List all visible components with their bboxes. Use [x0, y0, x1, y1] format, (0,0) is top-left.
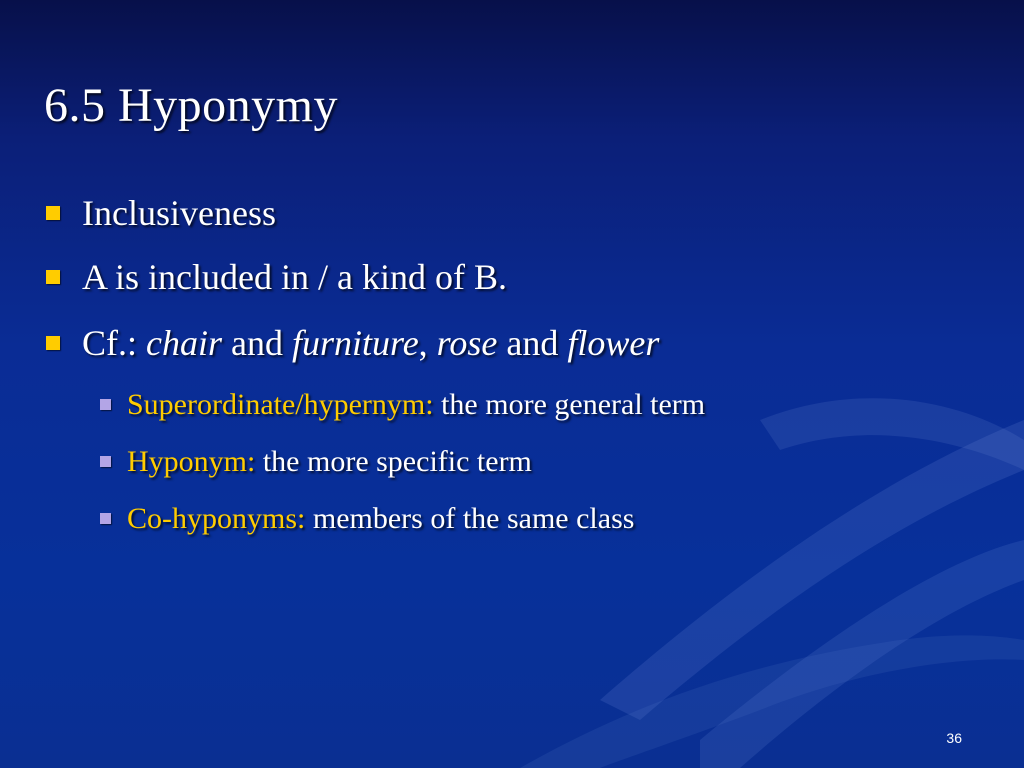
term-label: Hyponym:	[127, 445, 256, 478]
term-definition: the more general term	[433, 388, 706, 421]
bullet-item-inclusiveness	[46, 192, 276, 234]
sub-bullet-superordinate	[100, 388, 705, 422]
example-term-rose: rose	[436, 323, 498, 363]
term-label: Superordinate/hypernym:	[127, 388, 434, 421]
sub-bullet-co-hyponyms	[100, 502, 634, 536]
example-term-furniture: furniture	[292, 323, 419, 363]
square-bullet-icon	[46, 270, 60, 284]
connector-and: and	[222, 323, 292, 363]
square-bullet-icon	[100, 399, 111, 410]
bullet-item-cf-examples	[46, 322, 659, 364]
square-bullet-icon	[100, 456, 111, 467]
slide-title: 6.5 Hyponymy	[44, 79, 338, 132]
slide-page-number: 36	[946, 730, 962, 746]
square-bullet-icon	[46, 336, 60, 350]
bullet-text: A is included in / a kind of B.	[82, 257, 507, 297]
bullet-prefix: Cf.:	[82, 323, 147, 363]
term-definition: the more specific term	[255, 445, 532, 478]
bullet-text: Inclusiveness	[82, 193, 276, 233]
square-bullet-icon	[46, 206, 60, 220]
bullet-item-included	[46, 256, 507, 298]
term-label: Co-hyponyms:	[127, 502, 306, 535]
connector-and: and	[497, 323, 568, 363]
term-definition: members of the same class	[305, 502, 635, 535]
sub-bullet-hyponym	[100, 445, 532, 479]
separator-comma: ,	[418, 323, 437, 363]
square-bullet-icon	[100, 513, 111, 524]
example-term-flower: flower	[567, 323, 660, 363]
example-term-chair: chair	[146, 323, 223, 363]
